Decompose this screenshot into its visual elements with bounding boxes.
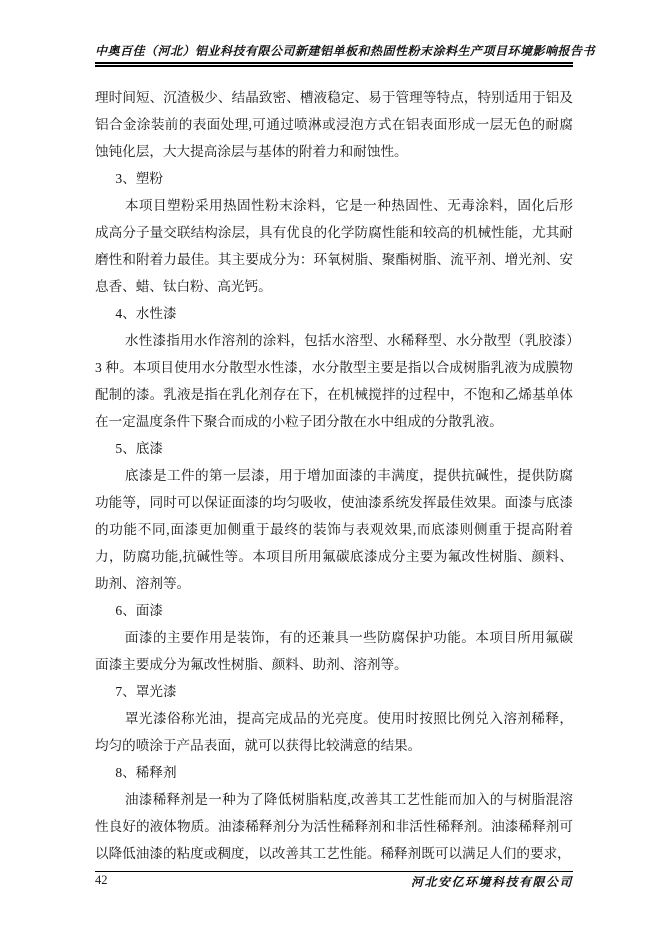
section-heading: 3、塑粉 xyxy=(115,171,163,186)
page-header xyxy=(95,42,596,67)
footer-company: 河北安亿环境科技有限公司 xyxy=(410,875,573,889)
body-paragraph: 理时间短、沉渣极少、结晶致密、槽液稳定、易于管理等特点，特别适用于铝及铝合金涂装前的表面处理,可通过喷淋或浸泡方式在铝表面形成一层无色的耐腐蚀钝化层，大大提高涂层与基体的附着力和耐蚀性。 xyxy=(95,90,573,159)
body-paragraph: 本项目塑粉采用热固性粉末涂料，它是一种热固性、无毒涂料，固化后形成高分子量交联结构涂层，具有优良的化学防腐性能和较高的机械性能，尤其耐磨性和附着力最佳。其主要成分为：环氧树脂、聚酯树脂、流平剂、增光剂、安息香、蜡、钛白粉、高光钙。 xyxy=(95,198,573,294)
section-heading: 5、底漆 xyxy=(115,441,163,456)
body-paragraph: 面漆的主要作用是装饰，有的还兼具一些防腐保护功能。本项目所用氟碳面漆主要成分为氟改性树脂、颜料、助剂、溶剂等。 xyxy=(95,630,573,672)
section-heading: 7、罩光漆 xyxy=(115,684,177,699)
page-number: 42 xyxy=(95,873,108,887)
document-body xyxy=(95,84,573,867)
section-heading: 8、稀释剂 xyxy=(115,765,177,780)
body-paragraph: 油漆稀释剂是一种为了降低树脂粘度,改善其工艺性能而加入的与树脂混溶性良好的液体物质。油漆稀释剂分为活性稀释剂和非活性稀释剂。油漆稀释剂可以降低油漆的粘度或稠度，以改善其工艺性能。稀释剂既可以满足人们的要求， xyxy=(95,792,573,861)
section-heading: 4、水性漆 xyxy=(115,306,177,321)
page-footer xyxy=(95,871,573,890)
section-heading: 6、面漆 xyxy=(115,603,163,618)
body-paragraph: 底漆是工件的第一层漆，用于增加面漆的丰满度，提供抗碱性，提供防腐功能等，同时可以保证面漆的均匀吸收，使油漆系统发挥最佳效果。面漆与底漆的功能不同,面漆更加侧重于最终的装饰与表观效果,而底漆则侧重于提高附着力，防腐功能,抗碱性等。本项目所用氟碳底漆成分主要为氟改性树脂、颜料、助剂、溶剂等。 xyxy=(95,468,573,591)
body-paragraph: 罩光漆俗称光油，提高完成品的光亮度。使用时按照比例兑入溶剂稀释，均匀的喷涂于产品表面，就可以获得比较满意的结果。 xyxy=(95,711,573,753)
header-double-rule xyxy=(95,62,573,67)
body-paragraph: 水性漆指用水作溶剂的涂料，包括水溶型、水稀释型、水分散型（乳胶漆）3 种。本项目使用水分散型水性漆，水分散型主要是指以合成树脂乳液为成膜物配制的漆。乳液是指在乳化剂存在下，在机械搅拌的过程中，不饱和乙烯基单体在一定温度条件下聚合而成的小粒子团分散在水中组成的分散乳液。 xyxy=(95,333,573,429)
header-title: 中奥百佳（河北）铝业科技有限公司新建铝单板和热固性粉末涂料生产项目环境影响报告书 xyxy=(95,44,596,58)
